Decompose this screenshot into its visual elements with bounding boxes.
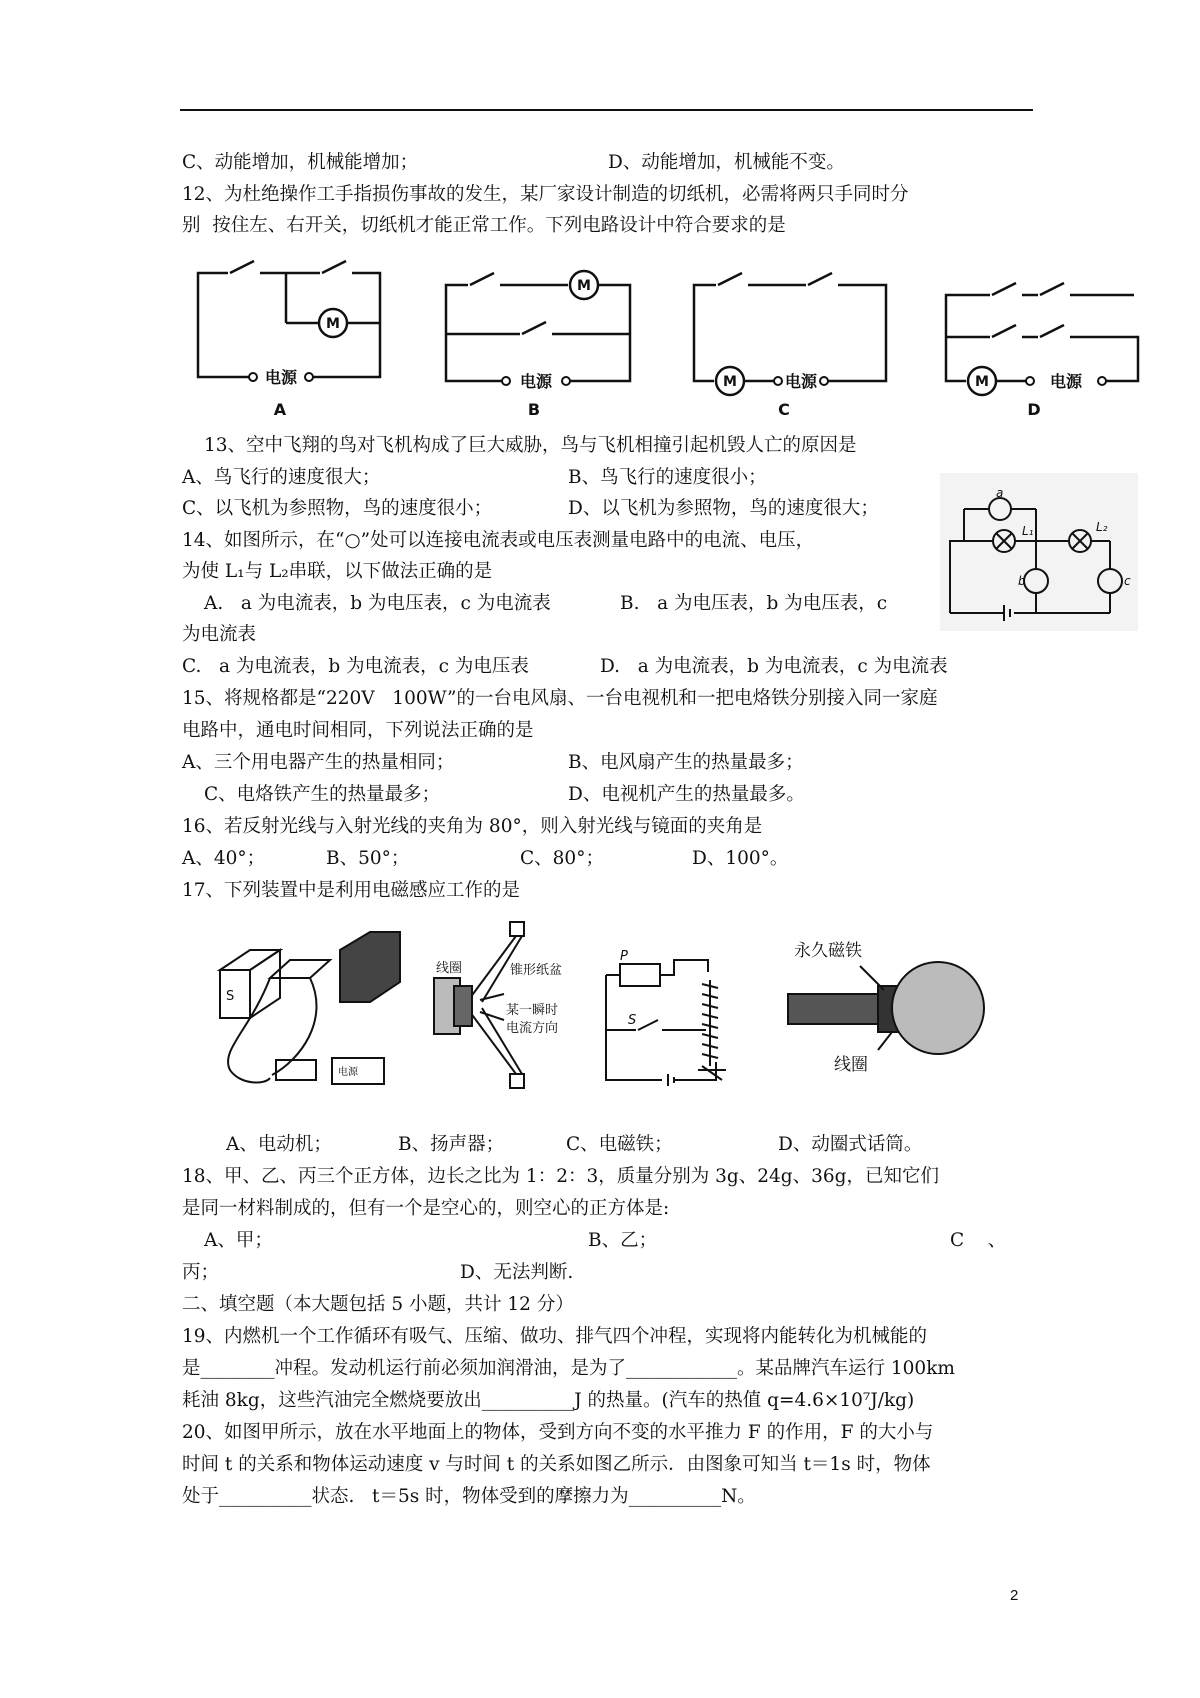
q17-option-b: B、扬声器；: [398, 1134, 505, 1155]
lamp-label-l2: L₂: [1096, 520, 1108, 534]
q12-circuit-figure: [190, 255, 1150, 420]
device-b-coil-label: 线圈: [436, 961, 463, 976]
q19-text-3: 耗油 8kg，这些汽油完全燃烧要放出__________J 的热量。(汽车的热值 q=4.6×10⁷J/kg): [182, 1390, 915, 1411]
q18-option-d: D、无法判断.: [460, 1262, 574, 1283]
q18-option-c-cont: 丙；: [182, 1262, 220, 1283]
q17-option-a: A、电动机；: [226, 1134, 332, 1155]
q16-text: 16、若反射光线与入射光线的夹角为 80°，则入射光线与镜面的夹角是: [182, 816, 763, 837]
motor-label-c: M: [723, 374, 737, 390]
device-d: [788, 962, 984, 1054]
q15-option-a: A、三个用电器产生的热量相同；: [182, 752, 455, 773]
q14-text-1: 14、如图所示，在“○”处可以连接电流表或电压表测量电路中的电流、电压，: [182, 530, 815, 551]
q14-option-c: C. a 为电流表，b 为电流表，c 为电压表: [182, 656, 529, 677]
q16-option-d: D、100°。: [692, 848, 789, 869]
q12-text-2: 别 按住左、右开关，切纸机才能正常工作。下列电路设计中符合要求的是: [182, 215, 786, 236]
q18-option-b: B、乙；: [588, 1230, 658, 1251]
q20-text-2: 时间 t 的关系和物体运动速度 v 与时间 t 的关系如图乙所示．由图象可知当 t＝1s 时，物体: [182, 1454, 931, 1475]
q14-circuit-figure: [940, 473, 1138, 631]
motor-label-d: M: [975, 374, 989, 390]
q13-option-d: D、以飞机为参照物，鸟的速度很大；: [568, 498, 879, 519]
q12-text-1: 12、为杜绝操作工手指损伤事故的发生，某厂家设计制造的切纸机，必需将两只手同时分: [182, 184, 909, 205]
q17-text: 17、下列装置中是利用电磁感应工作的是: [182, 880, 521, 901]
device-d-coil-label: 线圈: [834, 1055, 868, 1075]
q15-text-2: 电路中，通电时间相同，下列说法正确的是: [182, 720, 534, 741]
q16-option-b: B、50°；: [326, 848, 410, 869]
device-b-cone-label: 锥形纸盆: [510, 963, 563, 978]
q19-text-1: 19、内燃机一个工作循环有吸气、压缩、做功、排气四个冲程，实现将内能转化为机械能的: [182, 1326, 928, 1347]
q14-option-d: D. a 为电流表，b 为电流表，c 为电流表: [600, 656, 948, 677]
page-number: 2: [1010, 1587, 1019, 1604]
q14-option-b: B. a 为电压表，b 为电压表，c: [620, 593, 888, 614]
circuit-b: [446, 271, 630, 381]
q17-option-d: D、动圈式话筒。: [778, 1134, 923, 1155]
q14-option-b-cont: 为电流表: [182, 624, 257, 645]
q16-option-c: C、80°；: [520, 848, 604, 869]
q14-text-2: 为使 L₁与 L₂串联，以下做法正确的是: [182, 561, 493, 582]
device-a-s-label: S: [226, 989, 235, 1004]
q18-option-c: C 、: [950, 1230, 1007, 1251]
q20-text-1: 20、如图甲所示，放在水平地面上的物体，受到方向不变的水平推力 F 的作用，F 的大小与: [182, 1422, 934, 1443]
q20-text-3: 处于__________状态. t＝5s 时，物体受到的摩擦力为__________N。: [182, 1486, 756, 1507]
source-label-c: 电源: [784, 372, 818, 391]
device-a-battery-label: 电源: [338, 1067, 358, 1078]
q15-option-b: B、电风扇产生的热量最多；: [568, 752, 804, 773]
q18-text-1: 18、甲、乙、丙三个正方体，边长之比为 1：2：3，质量分别为 3g、24g、36g，已知它们: [182, 1166, 939, 1187]
q15-text-1: 15、将规格都是“220V 100W”的一台电风扇、一台电视机和一把电烙铁分别接入同一家庭: [182, 688, 938, 709]
source-label-a: 电源: [264, 368, 298, 387]
q15-option-d: D、电视机产生的热量最多。: [568, 784, 805, 805]
section-2-heading: 二、填空题（本大题包括 5 小题，共计 12 分）: [182, 1294, 574, 1315]
option-label-c: C: [778, 400, 790, 419]
device-c: [606, 960, 726, 1086]
q13-option-a: A、鸟飞行的速度很大；: [182, 467, 381, 488]
device-b-current2-label: 电流方向: [506, 1021, 559, 1036]
q11-option-d: D、动能增加，机械能不变。: [608, 152, 845, 173]
device-b-current-label: 某一瞬时: [506, 1003, 559, 1018]
meter-label-b: b: [1018, 574, 1026, 588]
q11-option-c: C、动能增加，机械能增加；: [182, 152, 419, 173]
motor-label-a: M: [326, 316, 340, 332]
meter-label-c: c: [1124, 574, 1131, 588]
q13-option-c: C、以飞机为参照物，鸟的速度很小；: [182, 498, 493, 519]
device-c-p-label: P: [620, 949, 628, 964]
option-label-d: D: [1027, 400, 1041, 419]
option-label-a: A: [273, 400, 287, 419]
q17-device-figure: [210, 920, 1070, 1100]
q15-option-c: C、电烙铁产生的热量最多；: [204, 784, 441, 805]
meter-label-a: a: [996, 486, 1004, 500]
device-a: [220, 932, 400, 1084]
q13-option-b: B、鸟飞行的速度很小；: [568, 467, 767, 488]
header-rule: [180, 109, 1033, 111]
lamp-label-l1: L₁: [1022, 524, 1034, 538]
q13-text: 13、空中飞翔的鸟对飞机构成了巨大威胁，鸟与飞机相撞引起机毁人亡的原因是: [204, 435, 857, 456]
source-label-b: 电源: [519, 372, 553, 391]
q19-text-2: 是________冲程。发动机运行前必须加润滑油，是为了____________。某品牌汽车运行 100km: [182, 1358, 955, 1379]
source-label-d: 电源: [1049, 372, 1083, 391]
device-c-s-label: S: [628, 1013, 637, 1028]
q16-option-a: A、40°；: [182, 848, 266, 869]
device-d-magnet-label: 永久磁铁: [794, 941, 862, 961]
q17-option-c: C、电磁铁；: [566, 1134, 673, 1155]
option-label-b: B: [527, 400, 541, 419]
q18-text-2: 是同一材料制成的，但有一个是空心的，则空心的正方体是:: [182, 1198, 670, 1219]
motor-label-b: M: [577, 278, 591, 294]
q14-option-a: A. a 为电流表，b 为电压表，c 为电流表: [204, 593, 551, 614]
q18-option-a: A、甲；: [204, 1230, 273, 1251]
circuit-a: [198, 261, 380, 377]
